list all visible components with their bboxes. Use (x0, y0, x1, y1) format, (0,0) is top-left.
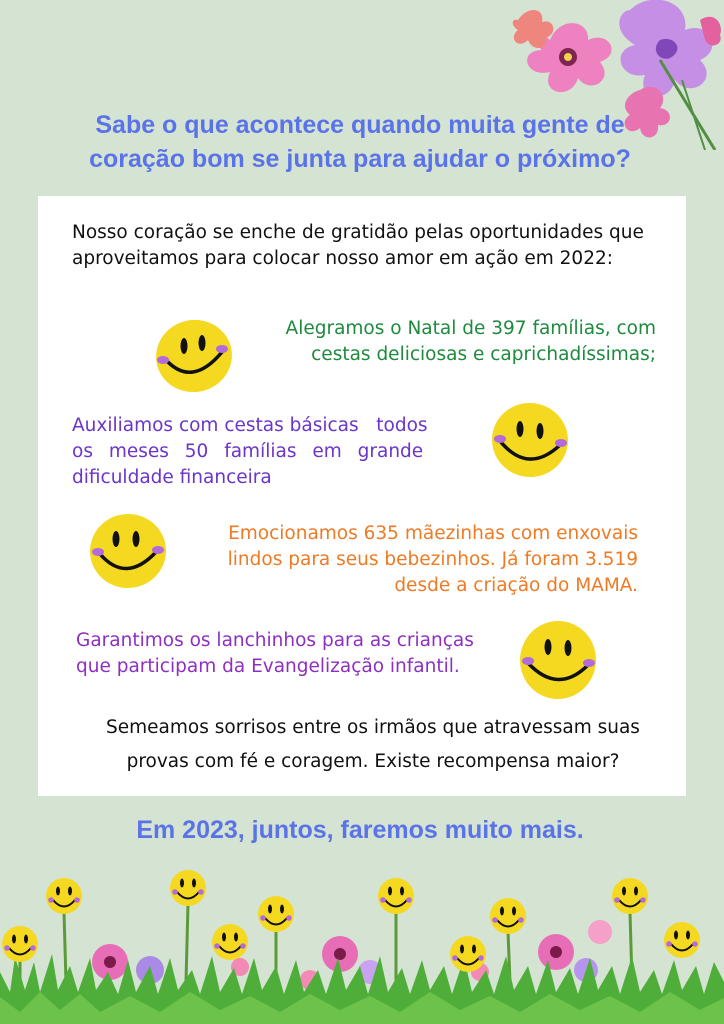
content-card (38, 196, 686, 796)
christmas-baskets-line-1: Alegramos o Natal de 397 famílias, com (285, 318, 656, 339)
basic-baskets-line-1: Auxiliamos com cestas básicas todos (72, 415, 428, 436)
baby-layettes-line-2: lindos para seus bebezinhos. Já foram 3.519 (227, 549, 638, 570)
baby-layettes-line-3: desde a criação do MAMA. (394, 575, 638, 596)
closing-text (78, 711, 668, 779)
smiley-face-icon (488, 401, 572, 479)
basic-baskets-line-3: dificuldade financeira (72, 467, 272, 488)
baby-layettes-line-1: Emocionamos 635 mãezinhas com enxovais (228, 523, 638, 544)
footer-slogan: Em 2023, juntos, faremos muito mais. (136, 816, 584, 844)
smiley-face-icon (86, 512, 170, 590)
basic-baskets-text (72, 413, 472, 491)
smiley-garden-decoration (0, 862, 724, 1024)
headline (60, 108, 660, 176)
basic-baskets-line-2: os meses 50 famílias em grande (72, 441, 424, 462)
intro-text: Nosso coração se enche de gratidão pelas oportunidades que aproveitamos para colocar nosso amor em ação em 2022: (72, 222, 644, 269)
smiley-face-icon (152, 318, 236, 394)
headline-line-1: Sabe o que acontece quando muita gente de (95, 111, 625, 139)
smiley-face-icon (516, 619, 600, 701)
christmas-baskets-line-2: cestas deliciosas e caprichadíssimas; (311, 344, 656, 365)
headline-line-2: coração bom se junta para ajudar o próximo? (89, 145, 631, 173)
baby-layettes-text (178, 521, 638, 599)
kids-snacks-text (76, 628, 516, 680)
closing-line-2: provas com fé e coragem. Existe recompensa maior? (126, 751, 620, 772)
kids-snacks-line-1: Garantimos os lanchinhos para as crianças (76, 630, 474, 651)
christmas-baskets-text (236, 316, 656, 368)
closing-line-1: Semeamos sorrisos entre os irmãos que atravessam suas (106, 717, 640, 738)
kids-snacks-line-2: que participam da Evangelização infantil. (76, 656, 460, 677)
